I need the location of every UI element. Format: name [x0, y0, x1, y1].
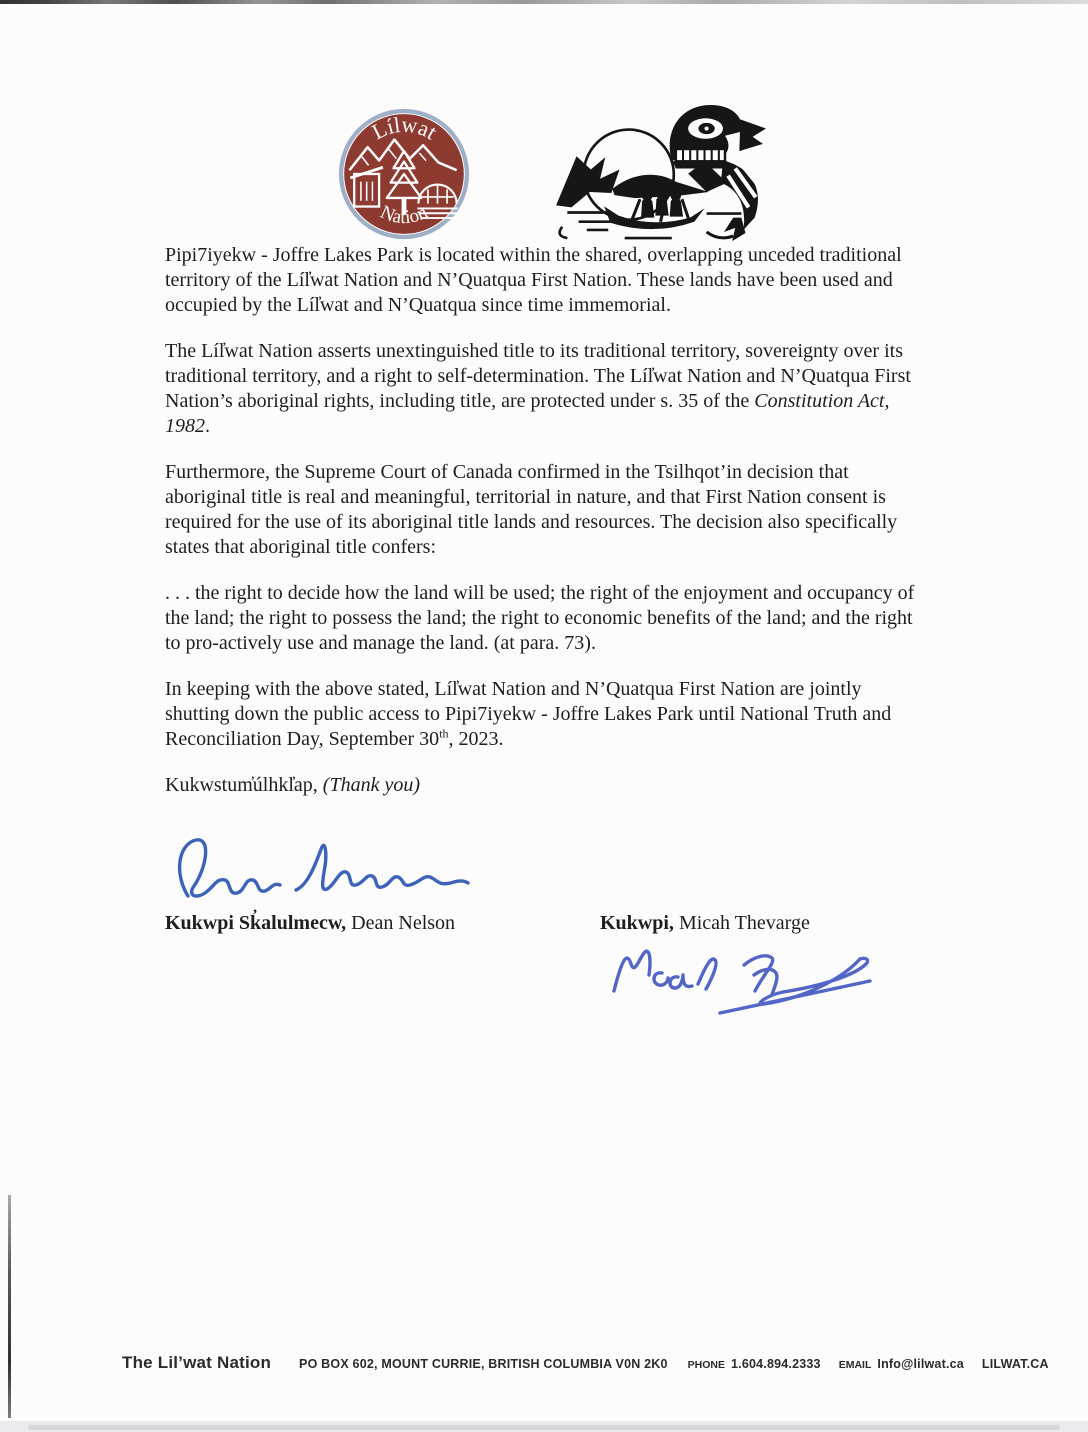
- seal-top-text: Lílwat: [367, 111, 442, 145]
- scan-page-bottom-edge: [28, 1425, 1060, 1430]
- micah-name-text: Micah Thevarge: [673, 912, 810, 934]
- lilwat-nation-seal-logo: [337, 107, 471, 241]
- thunderbird-canoe-artwork: [553, 92, 768, 247]
- signatory-dean-nelson: [165, 911, 455, 936]
- closure-announcement-text: In keeping with the above stated, Líl̓wat Nation and N’Quatqua First Nation are jointly shutting down the public access to Pipi7iyekw - Joffre Lakes Park until National Truth and Reconciliation Day, September 30: [165, 678, 892, 750]
- dean-name-text: Dean Nelson: [346, 912, 456, 934]
- footer-website: LILWAT.CA: [981, 1357, 1049, 1371]
- date-ordinal-suffix: th: [439, 726, 449, 741]
- letter-body: [165, 243, 917, 819]
- footer-address: PO BOX 602, MOUNT CURRIE, BRITISH COLUMBIA V0N 2K0: [299, 1357, 668, 1371]
- footer-email-label: EMAIL: [838, 1359, 872, 1371]
- paragraph-tsilhqotin-quote: . . . the right to decide how the land will be used; the right of the enjoyment and occupancy of the land; the right to possess the land; the right to economic benefits of the land; and the right to pro-actively use and manage the land. (at para. 73).: [165, 582, 915, 654]
- footer-org-name: The Lil’wat Nation: [122, 1353, 272, 1372]
- thanks-translation: (Thank you): [322, 774, 420, 796]
- paragraph-supreme-court: Furthermore, the Supreme Court of Canada confirmed in the Tsilhqot’in decision that aboriginal title is real and meaningful, territorial in nature, and that First Nation consent is required for the use of its aboriginal title lands and resources. The decision also specifically states that aboriginal title confers:: [165, 461, 898, 558]
- dean-title-bold: Kukwpi Sk̓alulmecw,: [165, 912, 347, 934]
- footer-phone-number: 1.604.894.2333: [731, 1357, 821, 1371]
- closure-announcement-end: , 2023.: [448, 728, 504, 750]
- paragraph-title-assertion-text: The Líl̓wat Nation asserts unextinguished title to its traditional territory, sovereignty over its traditional territory, and a right to self-determination. The Líl̓wat Nation and N’Quatqua First Nation’s aboriginal rights, including title, are protected under s. 35 of the: [165, 340, 911, 412]
- dean-nelson-signature: [170, 830, 470, 918]
- constitution-act-italic: Constitution Act, 1982: [165, 390, 890, 437]
- seal-bottom-text: Nation: [377, 201, 432, 229]
- paragraph-closure-announcement: [165, 677, 917, 752]
- scan-artifact-left-line: [8, 1195, 11, 1418]
- paragraph-territory: Pipi7iyekw - Joffre Lakes Park is located within the shared, overlapping unceded traditional territory of the Líl̓wat Nation and N’Quatqua First Nation. These lands have been used and occupied by the Líl̓wat and N’Quatqua since time immemorial.: [165, 244, 902, 316]
- scan-artifact-top-edge: [0, 0, 1088, 4]
- footer-phone-label: PHONE: [687, 1359, 726, 1371]
- thanks-word: Kukwstum̓úlhkl̓ap,: [165, 774, 323, 796]
- seal-house-art: [350, 167, 383, 206]
- micah-title-bold: Kukwpi,: [600, 912, 674, 934]
- footer-email-address: Info@lilwat.ca: [877, 1357, 964, 1371]
- closing-salutation: [165, 773, 917, 798]
- letterhead-footer: [122, 1353, 1072, 1373]
- paragraph-title-assertion-end: .: [205, 415, 210, 437]
- paragraph-title-assertion: [165, 339, 917, 439]
- micah-thevarge-signature: [602, 933, 880, 1018]
